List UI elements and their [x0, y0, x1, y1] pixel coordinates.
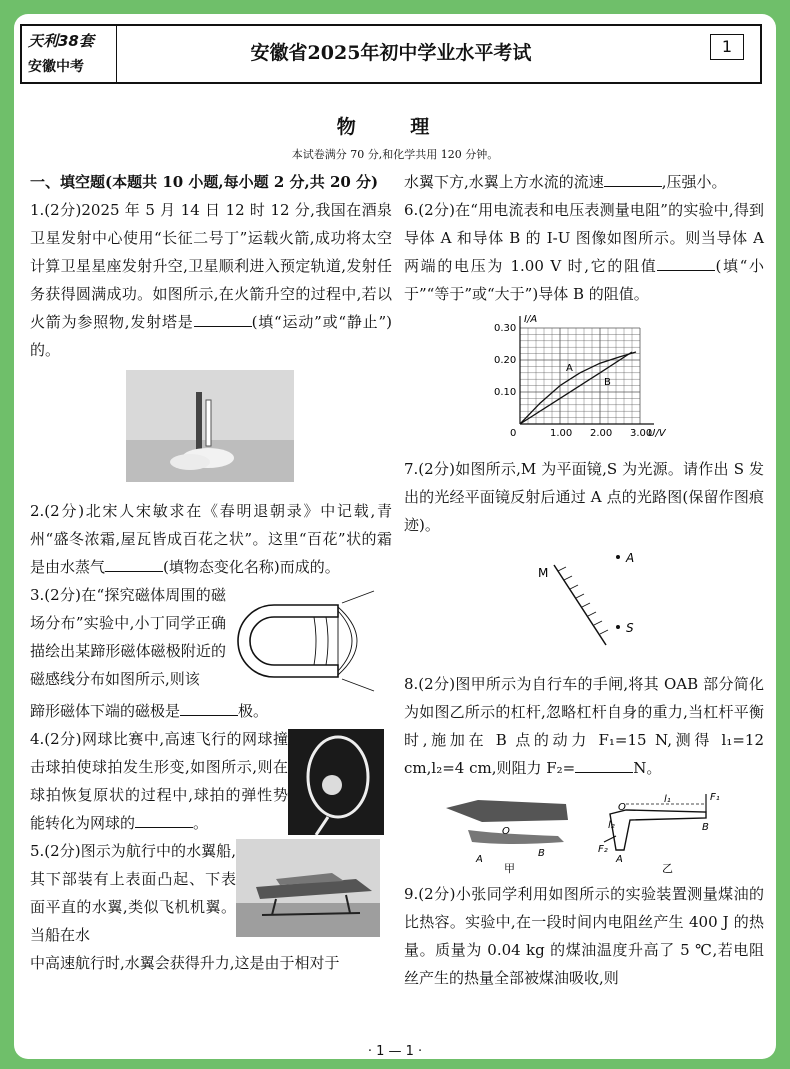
exam-title: 安徽省2025年初中学业水平考试: [250, 42, 532, 64]
x-axis-label: U/V: [648, 428, 666, 439]
q2-blank[interactable]: [105, 557, 163, 572]
x-tick-label: 3.00: [630, 428, 653, 439]
exam-note: 本试卷满分 70 分,和化学共用 120 分钟。: [291, 148, 499, 161]
question-7: 7.(2分)如图所示,M 为平面镜,S 为光源。请作出 S 发出的光经平面镜反射后通过 A 点的光路图(保留作图痕迹)。: [404, 460, 764, 534]
series-label-B: B: [604, 376, 611, 388]
figure-jia-label: 甲: [504, 862, 515, 874]
publisher-logo: 天利38套: [28, 32, 94, 50]
q5-text-tail-a: 水翼下方,水翼上方水流的流速: [404, 173, 604, 191]
question-3: [30, 581, 392, 697]
section-title: 一、填空题(本题共 10 小题,每小题 2 分,共 20 分): [30, 173, 379, 191]
y-tick-label: 0.10: [494, 387, 517, 398]
point-a-dot: [616, 555, 620, 559]
bike-brake-figure: [438, 790, 586, 874]
question-5: [30, 837, 392, 949]
question-4: [30, 725, 392, 837]
q3-text: 3.(2分)在“探究磁体周围的磁场分布”实验中,小丁同学正确描绘出某蹄形磁体磁极附近的磁感线分布如图所示,则该: [30, 586, 226, 688]
lever-f2-label: F₂: [598, 844, 608, 855]
q1-blank[interactable]: [194, 312, 252, 327]
q8-text: 8.(2分)图甲所示为自行车的手闸,将其 OAB 部分简化为如图乙所示的杠杆,忽略杠杆自身的重力,当杠杆平衡时,施加在 B 点的动力 F₁=15 N,测得 l₁=12 cm,l₂=4 cm,则阻力 F₂=: [404, 675, 764, 777]
mirror-figure: [524, 545, 764, 664]
rocket-photo: [126, 370, 294, 482]
q5-blank[interactable]: [604, 172, 662, 187]
mirror-diagram: [524, 545, 664, 655]
handlebar: [446, 800, 568, 822]
source-dot: [616, 625, 620, 629]
q3-line-end: [30, 697, 392, 725]
series-label-A: A: [566, 362, 573, 374]
q1-text: 1.(2分)2025 年 5 月 14 日 12 时 12 分,我国在酒泉卫星发射中心使用“长征二号丁”运载火箭,成功将太空计算卫星星座发射升空,卫星顺利进入预定轨道,发射任务获得圆满成功。如图所示,在火箭升空的过程中,若以火箭为参照物,发射塔是: [30, 201, 392, 331]
question-9: 9.(2分)小张同学利用如图所示的实验装置测量煤油的比热容。实验中,在一段时间内电阻丝产生 400 J 的热量。质量为 0.04 kg 的煤油温度升高了 5 ℃,若电阻丝产生的热量全部被煤油吸收,则: [404, 885, 764, 987]
brake-lever-figure: [438, 790, 764, 874]
horseshoe-magnet: [238, 605, 338, 677]
lever-b-label: B: [702, 822, 709, 833]
q4-text-body: 4.(2分)网球比赛中,高速飞行的网球撞击球拍使球拍发生形变,如图所示,则在球拍恢复原状的过程中,球拍的弹性势能转化为网球的: [30, 730, 288, 832]
q5-text-tail-b: ,压强小。: [661, 173, 727, 191]
brake-lever: [468, 830, 564, 844]
question-6: [404, 196, 764, 308]
x-tick-label: 2.00: [590, 428, 613, 439]
exam-header: [20, 24, 762, 84]
q2-text-end: (填物态变化名称)而成的。: [163, 558, 340, 576]
q3-text-mid: 蹄形磁体下端的磁极是: [30, 702, 181, 720]
launch-tower: [196, 392, 202, 452]
brake-a-label: A: [476, 854, 483, 865]
y-tick-label: 0.30: [494, 323, 517, 334]
q8-blank[interactable]: [575, 758, 633, 773]
y-axis-label: I/A: [524, 314, 538, 325]
question-2: [30, 497, 392, 581]
lever-f1-label: F₁: [710, 792, 720, 803]
iu-graph-figure: [490, 314, 764, 453]
iu-series: [520, 352, 636, 424]
q3-text-end: 极。: [238, 702, 269, 720]
horseshoe-magnet-figure: [226, 585, 378, 697]
mirror-hatching: [558, 567, 608, 634]
question-1: [30, 196, 392, 364]
brake-b-label: B: [538, 848, 545, 859]
q6-text-end: (填“小于”“等于”或“大于”)导体 B 的阻值。: [404, 257, 764, 303]
q4-blank[interactable]: [135, 813, 193, 828]
q5-text: 5.(2分)图示为航行中的水翼船,其下部装有上表面凸起、下表面平直的水翼,类似飞机机翼。当船在水: [30, 842, 236, 944]
lever-l1-label: l₁: [664, 794, 671, 805]
rocket-figure: [126, 370, 392, 491]
page-footer: · 1 — 1 ·: [367, 1044, 423, 1059]
lever-a-label: A: [616, 854, 623, 865]
lever-o-label: O: [618, 802, 626, 813]
q5-text-cont: 中高速航行时,水翼会获得升力,这是由于相对于: [30, 954, 340, 972]
q1-text-end: (填“运动”或“静止”)的。: [30, 313, 392, 359]
q6-text: 6.(2分)在“用电流表和电压表测量电阻”的实验中,得到导体 A 和导体 B 的 I-U 图像如图所示。则当导体 A 两端的电压为 1.00 V 时,它的阻值: [404, 201, 764, 275]
rocket: [206, 400, 211, 446]
point-a-label: A: [626, 551, 635, 565]
lever-l2-label: l₂: [608, 820, 615, 831]
subject-title: 物 理: [336, 116, 454, 138]
hydrofoil-photo: [236, 839, 380, 937]
left-column: [30, 168, 392, 977]
lever-outline: [610, 810, 706, 850]
figure-yi-label: 乙: [662, 862, 673, 874]
right-column: [404, 168, 764, 992]
q4-text: [30, 725, 288, 837]
mirror-label: M: [538, 566, 549, 580]
y-tick-label: 0.20: [494, 355, 517, 366]
iu-grid: [520, 328, 640, 424]
q6-blank[interactable]: [657, 256, 715, 271]
plane-mirror: [554, 565, 606, 645]
brake-o-label: O: [502, 826, 510, 837]
tennis-ball: [322, 775, 342, 795]
q5-text-tail: [404, 168, 764, 196]
publisher-subtitle: 安徽中考: [28, 59, 84, 75]
q2-text: 2.(2分)北宋人宋敏求在《春明退朝录》中记载,青州“盛冬浓霜,屋瓦皆成百花之状”。这里“百花”状的霜是由水蒸气: [30, 502, 392, 576]
page-number-box: 1: [710, 34, 744, 60]
question-8: [404, 670, 764, 782]
source-label: S: [626, 621, 634, 635]
lever-diagram: [598, 790, 726, 874]
origin-label: 0: [510, 428, 517, 439]
iu-chart: [490, 314, 680, 444]
tennis-racket-photo: [288, 729, 384, 835]
q4-text-end: 。: [193, 814, 209, 832]
q3-blank[interactable]: [180, 701, 238, 716]
q8-text-end: N。: [633, 759, 662, 777]
x-tick-label: 1.00: [550, 428, 573, 439]
